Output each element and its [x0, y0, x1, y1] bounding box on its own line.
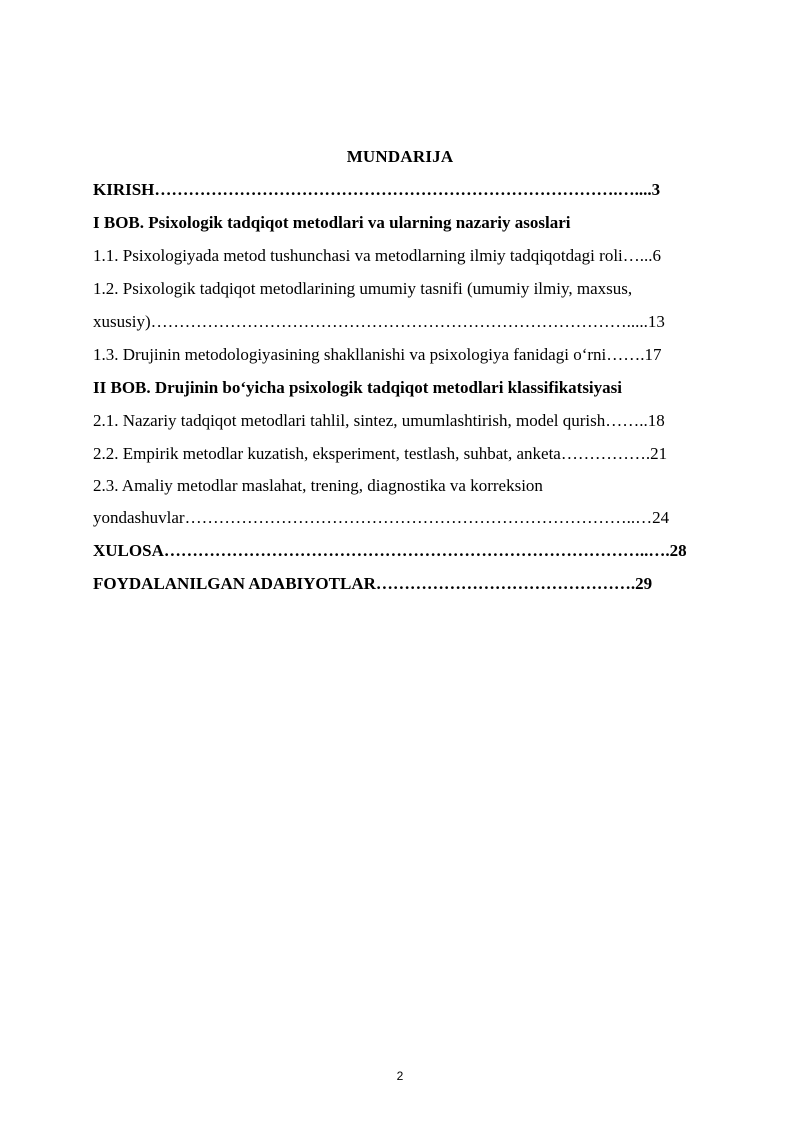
toc-title: MUNDARIJA: [346, 147, 454, 166]
toc-entry-2-2: 2.2. Empirik metodlar kuzatish, eksperiment, testlash, suhbat, anketa…………….21: [93, 444, 668, 463]
toc-entry-2-3-line2: yondashuvlar……………………………………………………………………..…24: [93, 508, 670, 527]
toc-entry-2-1: 2.1. Nazariy tadqiqot metodlari tahlil, sintez, umumlashtirish, model qurish……..18: [93, 411, 665, 430]
toc-entry-adabiyotlar: FOYDALANILGAN ADABIYOTLAR……………………………………….29: [93, 574, 653, 593]
page-number: 2: [396, 1069, 404, 1083]
toc-entry-1-3: 1.3. Drujinin metodologiyasining shakllanishi va psixologiya fanidagi o‘rni…….17: [93, 345, 662, 364]
toc-entry-1-2-line2: xususiy)………………………………………………………………………….....13: [93, 312, 665, 331]
toc-entry-kirish: KIRISH……………………………………………………………………….…....3: [93, 180, 661, 199]
toc-chapter-1: I BOB. Psixologik tadqiqot metodlari va ularning nazariy asoslari: [93, 213, 571, 232]
toc-entry-xulosa: XULOSA…………………………………………………………………………..….28: [93, 541, 687, 560]
toc-entry-2-3-line1: 2.3. Amaliy metodlar maslahat, trening, diagnostika va korreksion: [93, 476, 543, 495]
toc-entry-1-1: 1.1. Psixologiyada metod tushunchasi va metodlarning ilmiy tadqiqotdagi roli…...6: [93, 246, 662, 265]
toc-chapter-2: II BOB. Drujinin bo‘yicha psixologik tadqiqot metodlari klassifikatsiyasi: [93, 378, 622, 397]
toc-entry-1-2-line1: 1.2. Psixologik tadqiqot metodlarining umumiy tasnifi (umumiy ilmiy, maxsus,: [93, 279, 633, 298]
